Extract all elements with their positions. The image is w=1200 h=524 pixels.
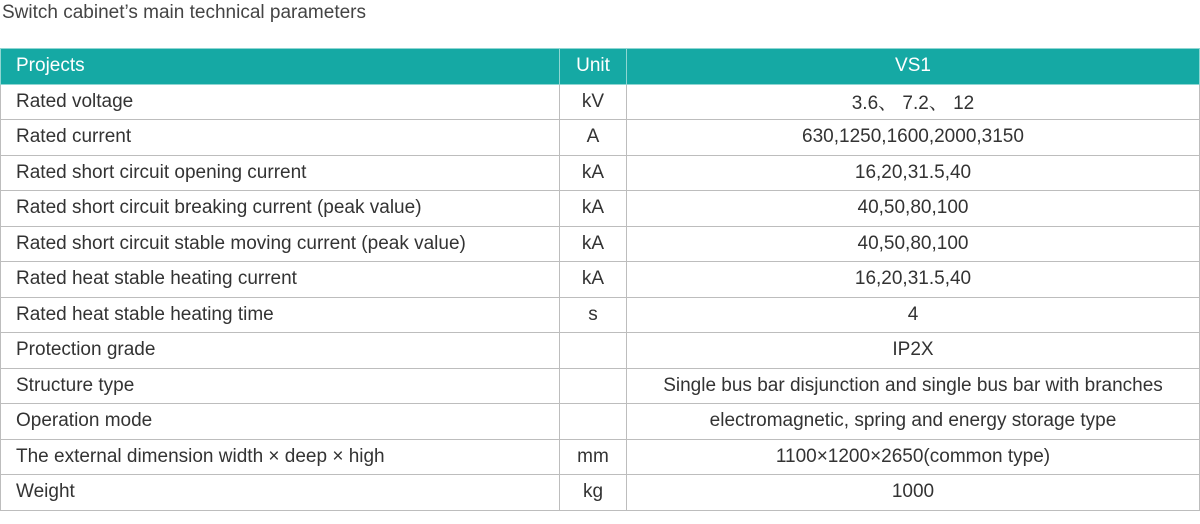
table-row [1,191,1200,227]
header-projects: Projects [1,49,560,85]
value-cell: 3.6、 7.2、 12 [627,84,1200,120]
project-cell: Weight [1,475,560,511]
project-cell: Rated heat stable heating time [1,297,560,333]
table-header-row [1,49,1200,85]
unit-cell: kA [560,226,627,262]
unit-cell [560,404,627,440]
project-cell: Rated short circuit breaking current (peak value) [1,191,560,227]
value-cell: 4 [627,297,1200,333]
project-cell: Rated short circuit stable moving current (peak value) [1,226,560,262]
value-cell: 16,20,31.5,40 [627,262,1200,298]
unit-cell [560,333,627,369]
table-row [1,155,1200,191]
project-cell: Protection grade [1,333,560,369]
header-vs1: VS1 [627,49,1200,85]
table-row [1,439,1200,475]
value-cell: 1100×1200×2650(common type) [627,439,1200,475]
table-row [1,120,1200,156]
table-row [1,262,1200,298]
project-cell: Rated current [1,120,560,156]
project-cell: Rated heat stable heating current [1,262,560,298]
unit-cell: kA [560,155,627,191]
table-row [1,226,1200,262]
value-cell: 630,1250,1600,2000,3150 [627,120,1200,156]
value-cell: IP2X [627,333,1200,369]
value-cell: electromagnetic, spring and energy storage type [627,404,1200,440]
value-cell: 16,20,31.5,40 [627,155,1200,191]
value-cell: 1000 [627,475,1200,511]
table-row [1,297,1200,333]
unit-cell: kA [560,191,627,227]
table-row [1,368,1200,404]
project-cell: The external dimension width × deep × high [1,439,560,475]
project-cell: Operation mode [1,404,560,440]
unit-cell: mm [560,439,627,475]
table-row [1,333,1200,369]
value-cell: 40,50,80,100 [627,226,1200,262]
project-cell: Structure type [1,368,560,404]
unit-cell: kA [560,262,627,298]
table-row [1,404,1200,440]
project-cell: Rated short circuit opening current [1,155,560,191]
header-unit: Unit [560,49,627,85]
unit-cell: A [560,120,627,156]
value-cell: 40,50,80,100 [627,191,1200,227]
value-cell: Single bus bar disjunction and single bus bar with branches [627,368,1200,404]
unit-cell [560,368,627,404]
table-row [1,84,1200,120]
unit-cell: kg [560,475,627,511]
unit-cell: s [560,297,627,333]
project-cell: Rated voltage [1,84,560,120]
unit-cell: kV [560,84,627,120]
table-row [1,475,1200,511]
page-title: Switch cabinet’s main technical parameters [2,2,366,23]
technical-parameters-table [0,48,1200,511]
